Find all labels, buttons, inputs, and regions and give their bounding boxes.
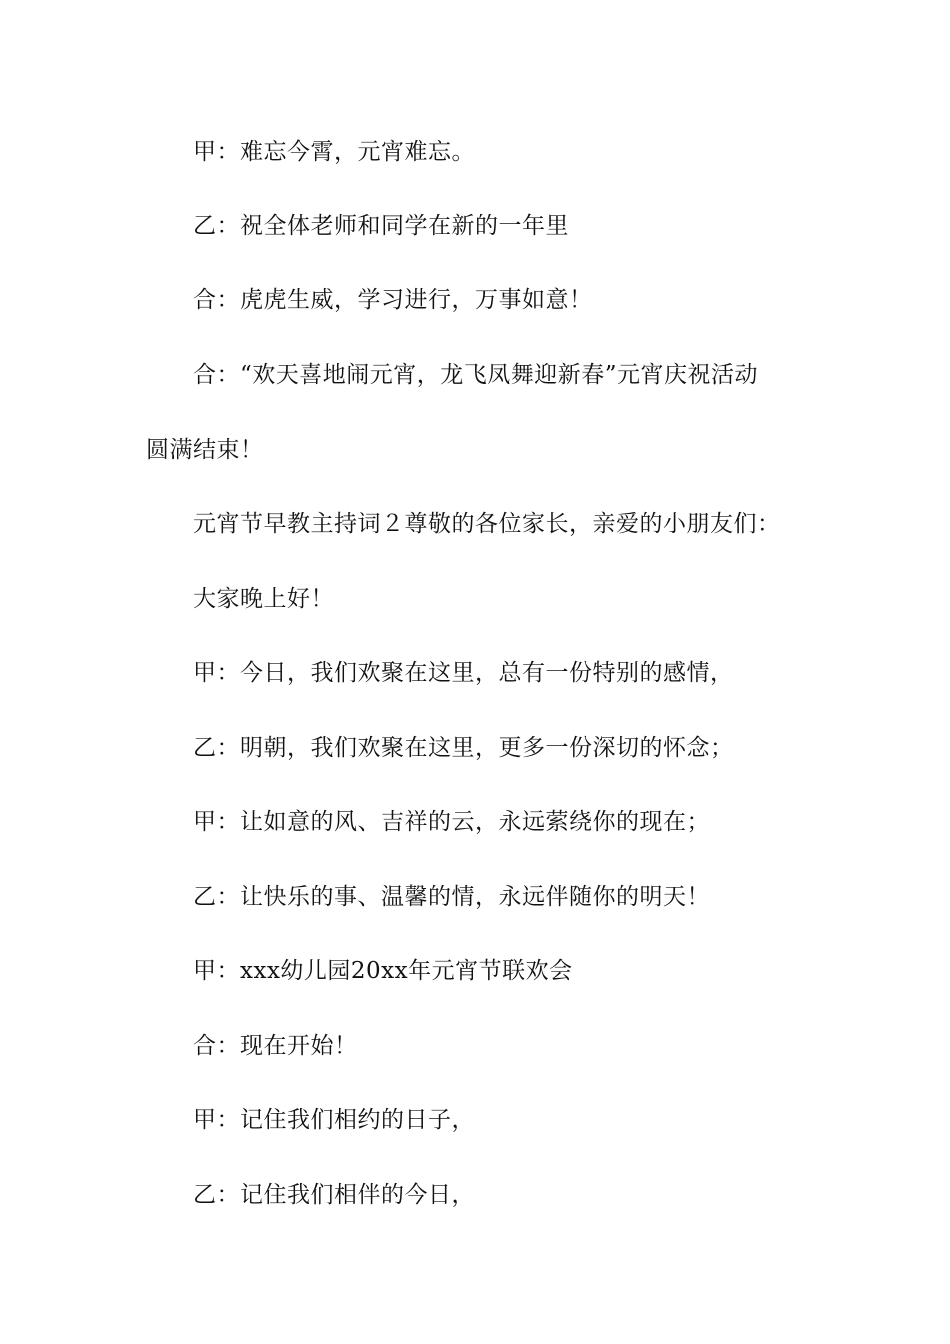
paragraph-line-3: 合：虎虎生威，学习进行，万事如意！ [193,287,593,313]
paragraph-line-9: 乙：明朝，我们欢聚在这里，更多一份深切的怀念； [193,735,734,761]
paragraph-line-7: 大家晚上好！ [193,586,334,612]
paragraph-line-1: 甲：难忘今霄，元宵难忘。 [193,139,475,165]
paragraph-line-15: 乙：记住我们相伴的今日， [193,1182,475,1208]
paragraph-line-13: 合：现在开始！ [193,1033,358,1059]
paragraph-line-6: 元宵节早教主持词２尊敬的各位家长，亲爱的小朋友们： [193,511,781,537]
paragraph-line-12: 甲：xxx幼儿园20xx年元宵节联欢会 [193,958,573,984]
paragraph-line-4: 合：“欢天喜地闹元宵，龙飞凤舞迎新春”元宵庆祝活动 [193,362,759,388]
paragraph-line-10: 甲：让如意的风、吉祥的云，永远萦绕你的现在； [193,809,710,835]
paragraph-line-2: 乙：祝全体老师和同学在新的一年里 [193,213,569,239]
paragraph-line-5-continuation: 圆满结束！ [146,437,264,463]
paragraph-line-8: 甲：今日，我们欢聚在这里，总有一份特别的感情， [193,660,734,686]
paragraph-line-14: 甲：记住我们相约的日子， [193,1107,475,1133]
paragraph-line-11: 乙：让快乐的事、温馨的情，永远伴随你的明天！ [193,884,710,910]
